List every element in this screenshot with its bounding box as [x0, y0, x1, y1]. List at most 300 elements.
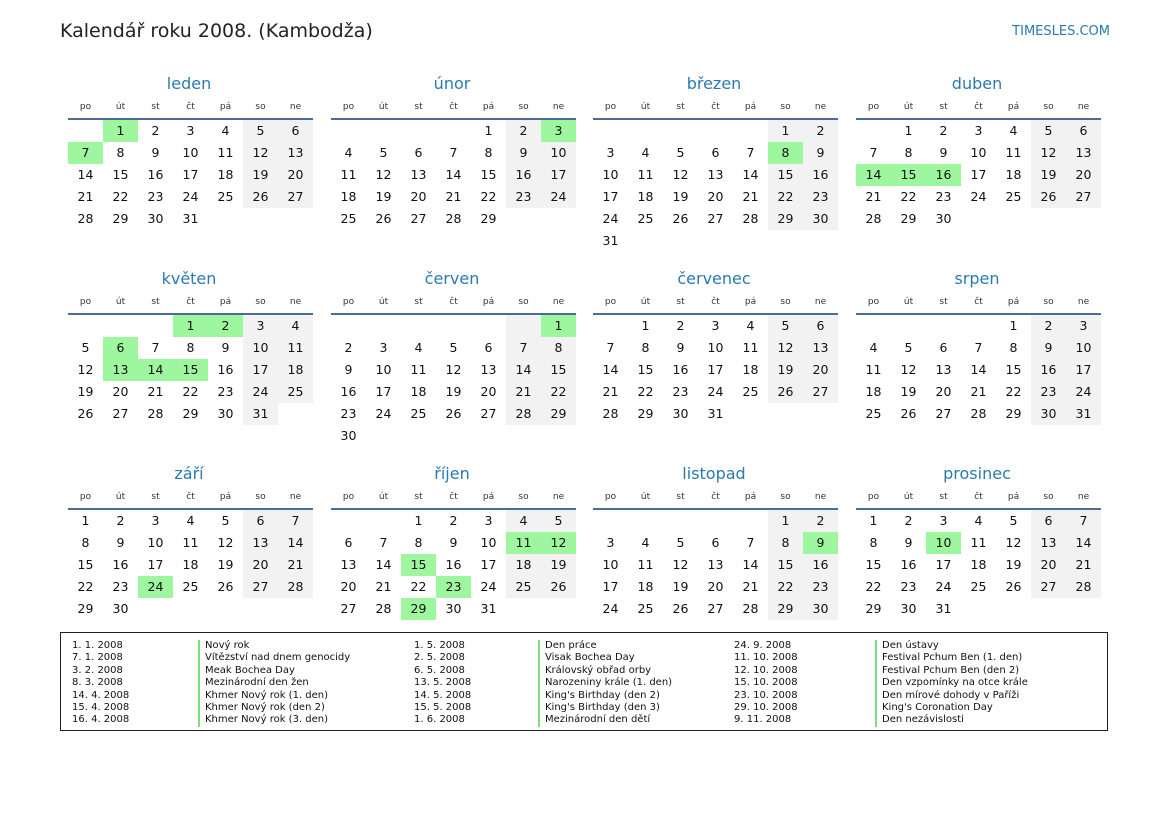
legend-holiday-name: King's Birthday (den 2): [545, 689, 660, 701]
legend-holiday-name: Den ústavy: [882, 640, 939, 651]
empty-cell: [208, 208, 243, 230]
empty-cell: [68, 120, 103, 142]
day-cell: 1: [1009, 318, 1018, 333]
day-cell: 23: [803, 186, 838, 208]
day-cell: 27: [1031, 576, 1066, 598]
day-cell: 12: [1005, 535, 1022, 550]
day-cell: 12: [672, 167, 689, 182]
day-cell: 18: [506, 554, 541, 576]
month-7: [856, 269, 1101, 425]
empty-cell: [541, 425, 576, 447]
legend-date: 23. 10. 2008: [734, 689, 798, 701]
day-cell: 28: [602, 406, 619, 421]
day-cell: 26: [243, 186, 278, 208]
legend-date: 14. 5. 2008: [414, 689, 472, 701]
empty-cell: [436, 120, 471, 142]
empty-cell: [138, 598, 173, 620]
day-cell: 14: [278, 532, 313, 554]
day-cell: 17: [147, 557, 164, 572]
legend-holiday-name: Nový rok: [205, 640, 250, 651]
weekday-header: [593, 96, 838, 120]
empty-cell: [803, 230, 838, 252]
day-cell: 31: [182, 211, 199, 226]
empty-cell: [471, 315, 506, 337]
day-cell: 3: [186, 123, 195, 138]
day-cell: 12: [1031, 142, 1066, 164]
empty-cell: [663, 510, 698, 532]
day-grid: [68, 315, 313, 425]
day-cell: 2: [803, 120, 838, 142]
weekday-label: pá: [744, 102, 757, 112]
day-cell: 25: [742, 384, 759, 399]
day-cell: 20: [803, 359, 838, 381]
day-cell: 15: [77, 557, 94, 572]
day-cell: 21: [147, 384, 164, 399]
day-cell: 17: [935, 557, 952, 572]
day-cell: 18: [340, 189, 357, 204]
day-cell: 21: [602, 384, 619, 399]
day-cell: 28: [742, 211, 759, 226]
page-title: Kalendář roku 2008. (Kambodža): [60, 20, 373, 42]
day-cell: 24: [935, 579, 952, 594]
day-cell: 10: [182, 145, 199, 160]
day-cell: 23: [506, 186, 541, 208]
legend-dates-column: [72, 640, 129, 727]
day-cell: 6: [1031, 510, 1066, 532]
day-cell: 4: [278, 315, 313, 337]
day-cell: 25: [637, 601, 654, 616]
day-cell: 24: [243, 381, 278, 403]
day-cell: 20: [340, 579, 357, 594]
legend-date: 6. 5. 2008: [414, 664, 465, 676]
day-cell: 24: [375, 406, 392, 421]
holiday-legend: [60, 632, 1108, 731]
day-cell: 25: [637, 211, 654, 226]
weekday-label: čt: [449, 297, 458, 307]
day-cell: 30: [1031, 403, 1066, 425]
legend-holiday-name: Mezinárodní den dětí: [545, 714, 651, 726]
weekday-label: po: [79, 102, 92, 112]
day-cell: 8: [116, 145, 125, 160]
day-cell: 21: [506, 381, 541, 403]
day-cell: 22: [77, 579, 94, 594]
day-cell: 9: [803, 142, 838, 164]
empty-cell: [173, 598, 208, 620]
day-cell: 3: [711, 318, 720, 333]
day-cell: 1: [81, 513, 90, 528]
empty-cell: [733, 403, 768, 425]
empty-cell: [401, 425, 436, 447]
day-cell: 7: [449, 145, 458, 160]
empty-cell: [856, 315, 891, 337]
day-cell: 8: [541, 337, 576, 359]
day-cell: 21: [970, 384, 987, 399]
day-cell: 21: [742, 189, 759, 204]
month-name: duben: [951, 74, 1003, 93]
day-cell: 22: [637, 384, 654, 399]
legend-holiday-name: Khmer Nový rok (3. den): [205, 714, 329, 726]
day-cell: 10: [243, 337, 278, 359]
holiday-day-cell: 24: [138, 576, 173, 598]
day-cell: 22: [112, 189, 129, 204]
weekday-label: pá: [1007, 492, 1020, 502]
day-cell: 28: [742, 601, 759, 616]
day-cell: 26: [768, 381, 803, 403]
day-cell: 21: [865, 189, 882, 204]
day-cell: 27: [410, 211, 427, 226]
day-cell: 26: [672, 601, 689, 616]
weekday-label: st: [939, 492, 948, 502]
day-cell: 13: [410, 167, 427, 182]
day-cell: 28: [77, 211, 94, 226]
weekday-label: čt: [186, 102, 195, 112]
day-cell: 7: [746, 535, 755, 550]
day-cell: 3: [1066, 315, 1101, 337]
weekday-label: so: [255, 492, 266, 502]
day-cell: 15: [480, 167, 497, 182]
day-cell: 28: [865, 211, 882, 226]
day-cell: 28: [506, 403, 541, 425]
day-grid: [856, 315, 1101, 425]
day-cell: 25: [865, 406, 882, 421]
legend-date: 11. 10. 2008: [734, 652, 798, 664]
day-cell: 11: [637, 557, 654, 572]
day-cell: 10: [375, 362, 392, 377]
day-cell: 17: [602, 579, 619, 594]
day-cell: 2: [506, 120, 541, 142]
weekday-label: pá: [482, 297, 495, 307]
legend-date: 14. 4. 2008: [72, 689, 130, 701]
weekday-label: ne: [552, 297, 565, 307]
day-cell: 1: [484, 123, 493, 138]
day-cell: 22: [900, 189, 917, 204]
day-cell: 18: [970, 557, 987, 572]
day-cell: 29: [865, 601, 882, 616]
day-cell: 20: [278, 164, 313, 186]
month-name: prosinec: [943, 464, 1011, 483]
weekday-label: ne: [814, 297, 827, 307]
day-cell: 1: [869, 513, 878, 528]
month-name: říjen: [434, 464, 470, 483]
empty-cell: [1031, 208, 1066, 230]
day-cell: 18: [637, 579, 654, 594]
holiday-day-cell: 10: [926, 532, 961, 554]
day-cell: 18: [742, 362, 759, 377]
day-cell: 5: [221, 513, 230, 528]
day-cell: 13: [707, 557, 724, 572]
day-cell: 9: [344, 362, 353, 377]
day-cell: 3: [606, 145, 615, 160]
weekday-label: pá: [482, 102, 495, 112]
empty-cell: [506, 315, 541, 337]
day-cell: 19: [217, 557, 234, 572]
month-10: [593, 464, 838, 620]
day-cell: 14: [742, 167, 759, 182]
day-cell: 16: [340, 384, 357, 399]
empty-cell: [698, 230, 733, 252]
day-cell: 31: [935, 601, 952, 616]
weekday-label: čt: [711, 102, 720, 112]
month-name: květen: [161, 269, 217, 288]
month-9: [331, 464, 576, 620]
legend-holiday-name: Narozeniny krále (1. den): [545, 677, 673, 689]
day-cell: 7: [974, 340, 983, 355]
day-cell: 5: [1009, 513, 1018, 528]
day-grid: [593, 510, 838, 620]
month-8: [68, 464, 313, 620]
weekday-label: po: [342, 297, 355, 307]
weekday-header: [856, 291, 1101, 315]
day-cell: 27: [935, 406, 952, 421]
day-cell: 22: [865, 579, 882, 594]
weekday-label: po: [79, 492, 92, 502]
day-cell: 15: [768, 554, 803, 576]
day-cell: 1: [768, 510, 803, 532]
day-cell: 10: [707, 340, 724, 355]
day-cell: 21: [77, 189, 94, 204]
day-cell: 30: [445, 601, 462, 616]
day-cell: 5: [1031, 120, 1066, 142]
legend-holiday-name: King's Birthday (den 3): [545, 701, 660, 713]
day-cell: 10: [480, 535, 497, 550]
legend-date: 12. 10. 2008: [734, 664, 798, 676]
day-cell: 1: [904, 123, 913, 138]
day-cell: 3: [379, 340, 388, 355]
weekday-label: ne: [552, 492, 565, 502]
day-cell: 28: [445, 211, 462, 226]
day-cell: 13: [480, 362, 497, 377]
empty-cell: [996, 598, 1031, 620]
empty-cell: [663, 230, 698, 252]
day-grid: [856, 510, 1101, 620]
holiday-day-cell: 16: [926, 164, 961, 186]
day-cell: 23: [900, 579, 917, 594]
weekday-label: út: [378, 492, 389, 502]
day-cell: 13: [935, 362, 952, 377]
holiday-day-cell: 11: [506, 532, 541, 554]
weekday-label: pá: [744, 492, 757, 502]
day-cell: 10: [147, 535, 164, 550]
day-cell: 24: [602, 601, 619, 616]
empty-cell: [698, 120, 733, 142]
day-cell: 13: [803, 337, 838, 359]
day-cell: 9: [904, 535, 913, 550]
day-cell: 29: [768, 598, 803, 620]
day-cell: 29: [541, 403, 576, 425]
day-cell: 29: [182, 406, 199, 421]
day-cell: 24: [602, 211, 619, 226]
weekday-label: ne: [1077, 492, 1090, 502]
day-cell: 14: [77, 167, 94, 182]
day-cell: 24: [480, 579, 497, 594]
day-cell: 17: [707, 362, 724, 377]
holiday-day-cell: 3: [541, 120, 576, 142]
day-cell: 3: [243, 315, 278, 337]
day-grid: [68, 120, 313, 230]
day-cell: 6: [711, 145, 720, 160]
day-cell: 23: [803, 576, 838, 598]
empty-cell: [541, 598, 576, 620]
legend-dates-column: [414, 640, 471, 727]
day-cell: 31: [243, 403, 278, 425]
day-cell: 4: [974, 513, 983, 528]
legend-date: 7. 1. 2008: [72, 652, 123, 664]
weekday-label: út: [903, 102, 914, 112]
brand-link[interactable]: TIMESLES.COM: [1012, 24, 1110, 39]
day-cell: 4: [641, 535, 650, 550]
day-cell: 13: [243, 532, 278, 554]
holiday-day-cell: 1: [541, 315, 576, 337]
day-cell: 4: [1009, 123, 1018, 138]
weekday-label: po: [867, 102, 880, 112]
empty-cell: [926, 315, 961, 337]
day-cell: 11: [865, 362, 882, 377]
day-cell: 5: [449, 340, 458, 355]
weekday-label: ne: [289, 492, 302, 502]
weekday-label: po: [79, 297, 92, 307]
day-cell: 13: [340, 557, 357, 572]
empty-cell: [733, 120, 768, 142]
day-grid: [856, 120, 1101, 230]
day-cell: 10: [970, 145, 987, 160]
day-cell: 9: [506, 142, 541, 164]
day-cell: 24: [541, 186, 576, 208]
weekday-label: ne: [814, 492, 827, 502]
empty-cell: [278, 598, 313, 620]
weekday-label: čt: [974, 492, 983, 502]
day-cell: 12: [217, 535, 234, 550]
day-cell: 20: [935, 384, 952, 399]
day-cell: 15: [541, 359, 576, 381]
day-cell: 26: [1031, 186, 1066, 208]
weekday-label: út: [115, 297, 126, 307]
day-cell: 14: [375, 557, 392, 572]
day-cell: 12: [768, 337, 803, 359]
day-cell: 7: [869, 145, 878, 160]
weekday-label: so: [1043, 102, 1054, 112]
day-cell: 14: [506, 359, 541, 381]
day-cell: 17: [602, 189, 619, 204]
weekday-label: so: [255, 297, 266, 307]
day-cell: 7: [606, 340, 615, 355]
day-grid: [331, 315, 576, 447]
day-cell: 10: [602, 167, 619, 182]
day-cell: 20: [1031, 554, 1066, 576]
empty-cell: [243, 208, 278, 230]
day-cell: 5: [379, 145, 388, 160]
legend-holiday-name: Den mírové dohody v Paříži: [882, 689, 1020, 701]
day-cell: 7: [151, 340, 160, 355]
day-cell: 8: [641, 340, 650, 355]
month-3: [856, 74, 1101, 230]
day-cell: 4: [869, 340, 878, 355]
holiday-day-cell: 7: [68, 142, 103, 164]
empty-cell: [1066, 598, 1101, 620]
day-cell: 22: [768, 576, 803, 598]
day-cell: 25: [340, 211, 357, 226]
day-cell: 2: [116, 513, 125, 528]
weekday-label: ne: [552, 102, 565, 112]
day-cell: 8: [904, 145, 913, 160]
weekday-label: pá: [744, 297, 757, 307]
day-cell: 23: [217, 384, 234, 399]
day-cell: 9: [939, 145, 948, 160]
day-cell: 13: [707, 167, 724, 182]
day-cell: 14: [445, 167, 462, 182]
day-cell: 9: [116, 535, 125, 550]
day-cell: 5: [81, 340, 90, 355]
day-cell: 19: [1031, 164, 1066, 186]
holiday-day-cell: 29: [401, 598, 436, 620]
day-cell: 22: [480, 189, 497, 204]
empty-cell: [961, 208, 996, 230]
weekday-label: pá: [219, 102, 232, 112]
day-cell: 5: [541, 510, 576, 532]
day-cell: 17: [243, 359, 278, 381]
day-cell: 12: [445, 362, 462, 377]
day-cell: 20: [707, 189, 724, 204]
day-cell: 4: [186, 513, 195, 528]
empty-cell: [733, 510, 768, 532]
empty-cell: [593, 120, 628, 142]
empty-cell: [436, 425, 471, 447]
day-cell: 8: [768, 532, 803, 554]
day-cell: 27: [340, 601, 357, 616]
day-cell: 29: [480, 211, 497, 226]
day-cell: 28: [1066, 576, 1101, 598]
day-cell: 7: [746, 145, 755, 160]
month-name: červen: [424, 269, 480, 288]
weekday-header: [331, 486, 576, 510]
weekday-label: so: [1043, 297, 1054, 307]
weekday-label: so: [518, 492, 529, 502]
holiday-day-cell: 1: [173, 315, 208, 337]
empty-cell: [1031, 598, 1066, 620]
day-cell: 21: [375, 579, 392, 594]
month-5: [331, 269, 576, 447]
day-cell: 26: [375, 211, 392, 226]
day-cell: 31: [1066, 403, 1101, 425]
day-cell: 3: [151, 513, 160, 528]
day-cell: 18: [637, 189, 654, 204]
day-cell: 7: [278, 510, 313, 532]
empty-cell: [1066, 208, 1101, 230]
day-cell: 1: [414, 513, 423, 528]
day-cell: 3: [484, 513, 493, 528]
day-cell: 4: [344, 145, 353, 160]
day-cell: 8: [1009, 340, 1018, 355]
day-cell: 6: [484, 340, 493, 355]
day-cell: 21: [742, 579, 759, 594]
day-cell: 5: [676, 145, 685, 160]
weekday-label: ne: [814, 102, 827, 112]
day-cell: 17: [1066, 359, 1101, 381]
day-cell: 11: [217, 145, 234, 160]
day-cell: 26: [217, 579, 234, 594]
day-cell: 28: [970, 406, 987, 421]
weekday-label: st: [414, 297, 423, 307]
month-name: únor: [433, 74, 471, 93]
day-grid: [331, 510, 576, 620]
weekday-label: st: [414, 102, 423, 112]
day-cell: 9: [1031, 337, 1066, 359]
holiday-day-cell: 15: [401, 554, 436, 576]
weekday-label: út: [378, 297, 389, 307]
holiday-day-cell: 15: [173, 359, 208, 381]
day-cell: 11: [637, 167, 654, 182]
day-cell: 15: [112, 167, 129, 182]
day-cell: 7: [506, 337, 541, 359]
